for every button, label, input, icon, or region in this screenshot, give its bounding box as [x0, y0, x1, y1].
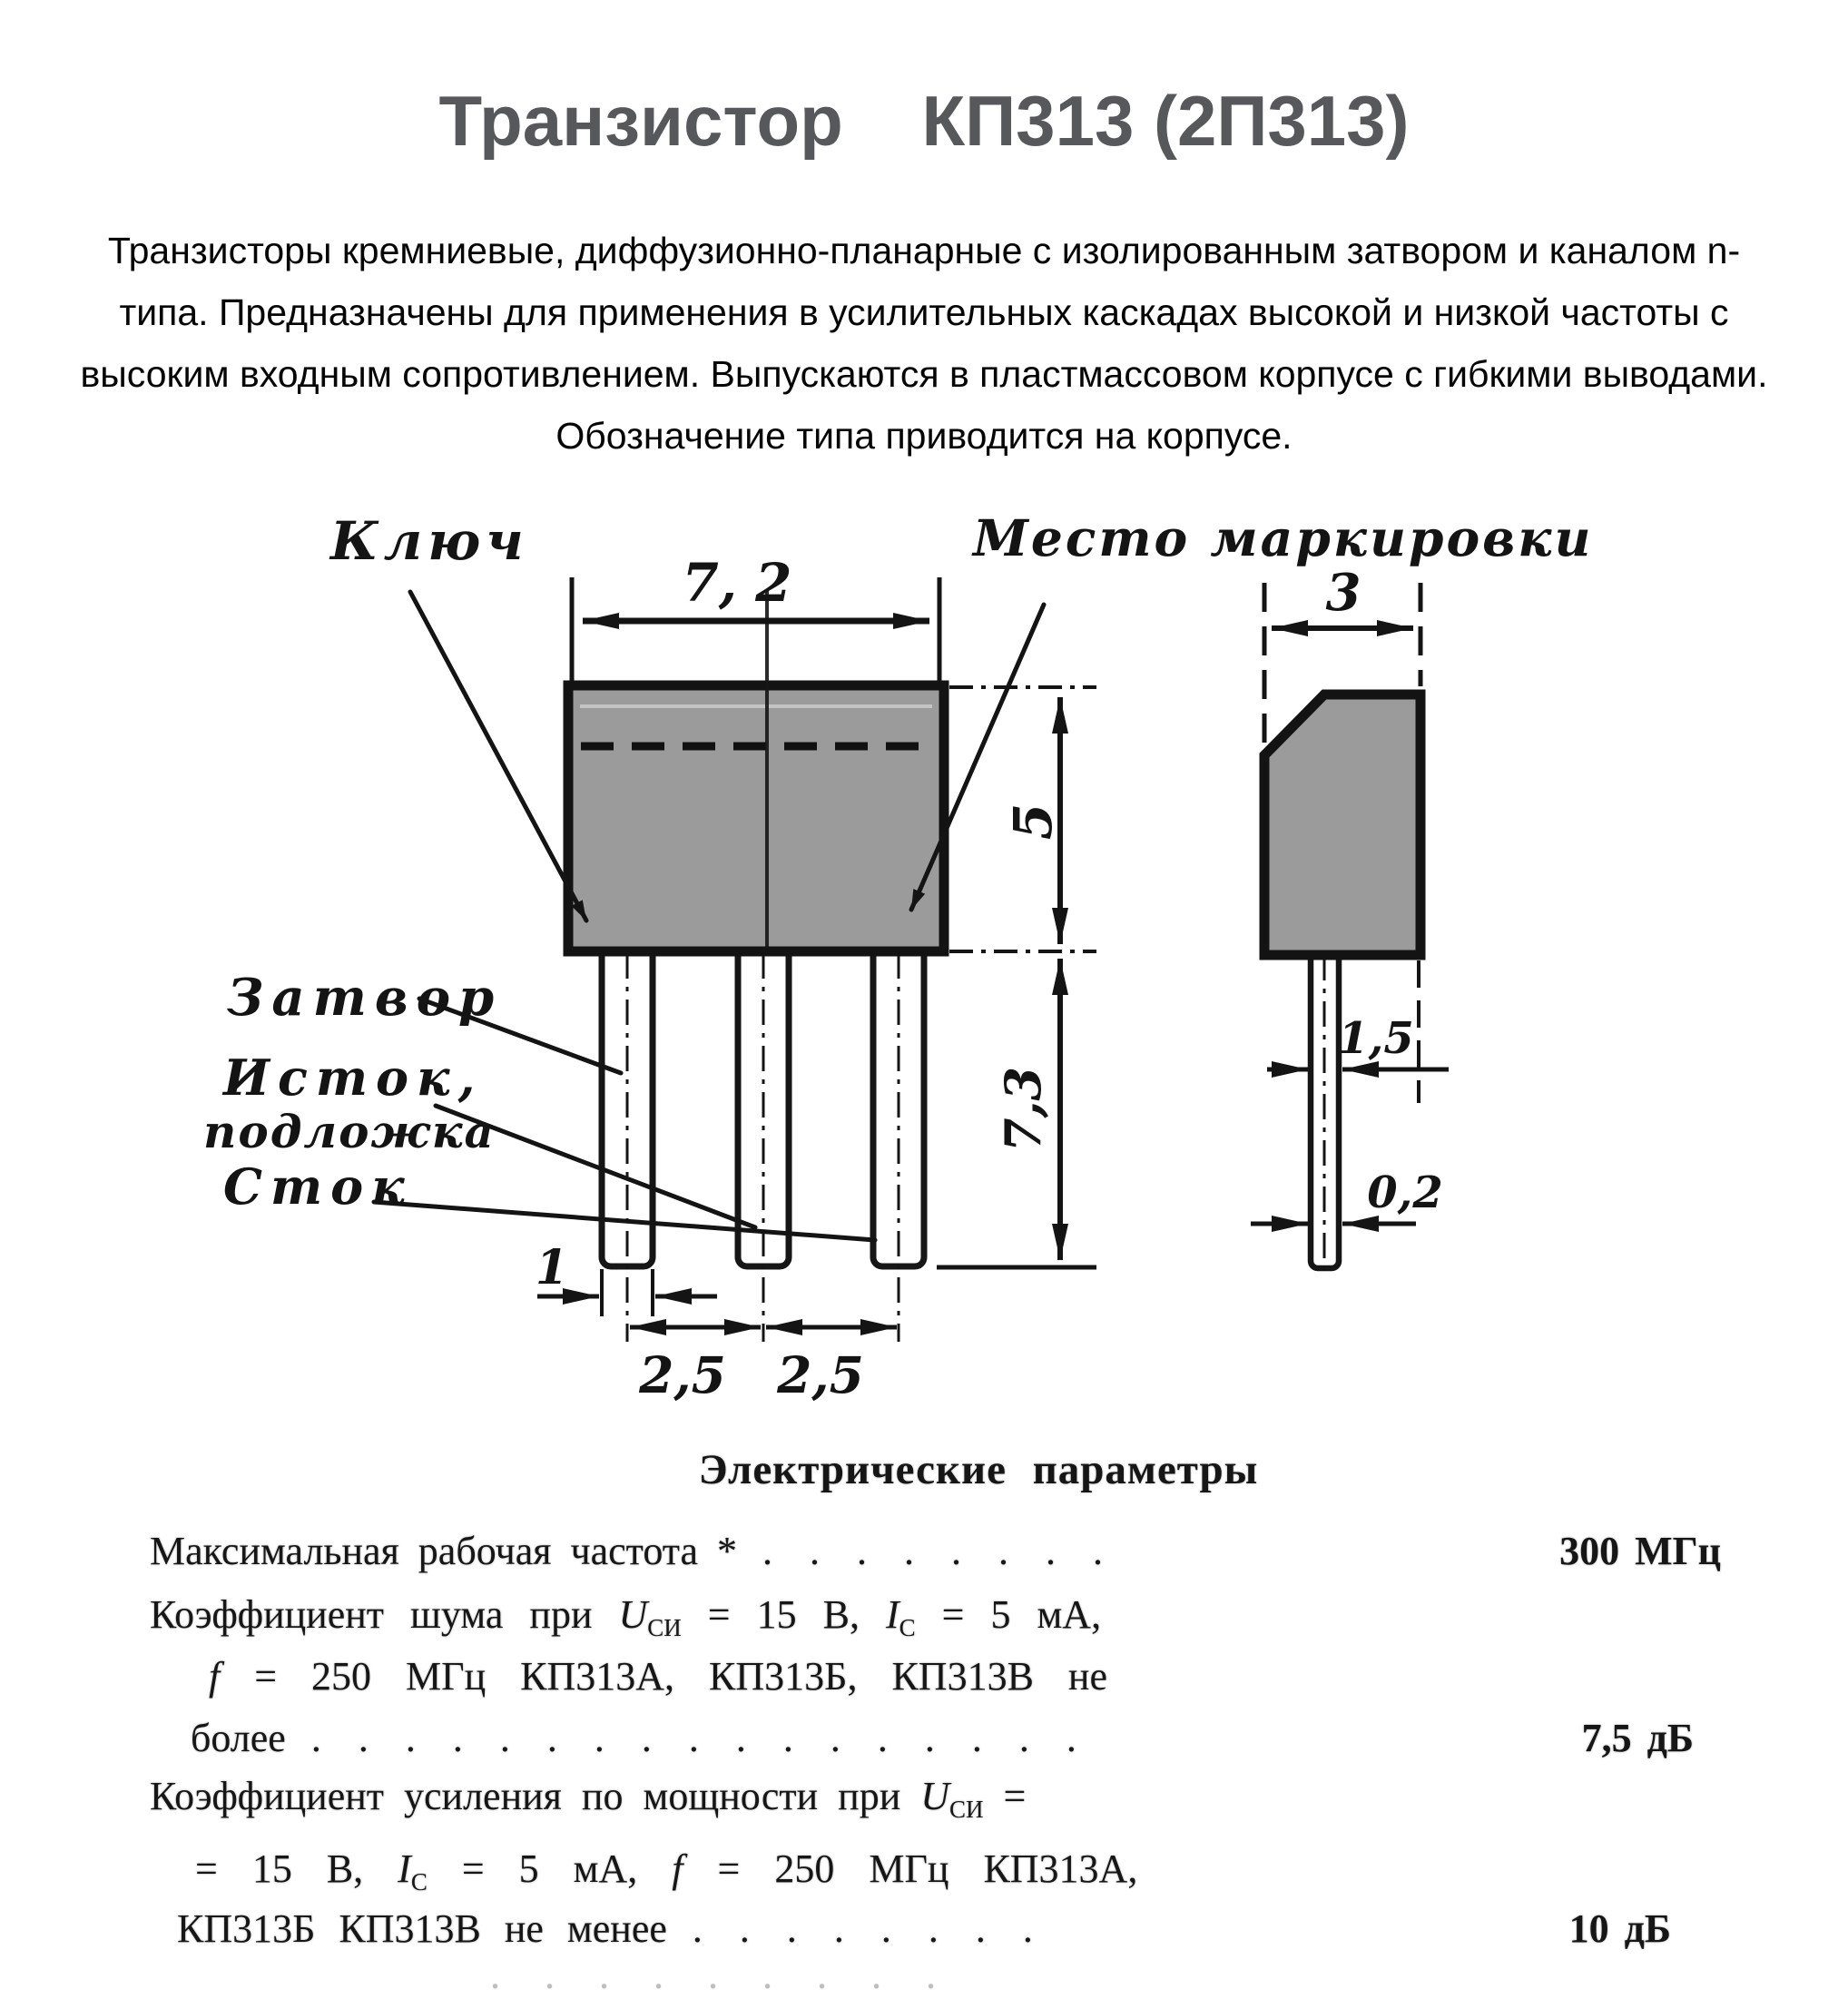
- dim-label-7-3: 7,3: [994, 1067, 1052, 1152]
- marking-label: Место маркировки: [973, 508, 1594, 567]
- intro-line: типа. Предназначены для применения в усилительных каскадах высокой и низкой частоты с: [119, 291, 1729, 333]
- param-row: [150, 1714, 1721, 1763]
- dim-label-2-5-right: 2,5: [777, 1345, 864, 1404]
- dim-label-1-5: 1,5: [1338, 1013, 1414, 1064]
- dot-leader: . . . . . . . .: [692, 1906, 1035, 1951]
- dim-lead-thickness: [1251, 1167, 1443, 1224]
- cutoff-line: . . . . . . . . .: [490, 1953, 938, 1997]
- param-text: Коэффициент шума при $U_{СИ} = 15$ В, $I_С = 5$ мА,: [150, 1592, 1102, 1641]
- param-text: более: [191, 1716, 286, 1760]
- dot-leader: . . . . . . . . . . . . . . . . .: [310, 1716, 1078, 1760]
- dim-lead-length: [937, 959, 1096, 1267]
- dim-label-5: 5: [1002, 803, 1064, 841]
- side-lead: [1311, 944, 1339, 1275]
- key-leader: [410, 592, 586, 921]
- param-text: = 15 В, $I_С = 5$ мА, f = 250 МГц КП313А,: [195, 1846, 1138, 1896]
- param-text: f = 250 МГц КП313А, КП313Б, КП313В не: [209, 1654, 1107, 1699]
- intro-line: Обозначение типа приводится на корпусе.: [555, 415, 1293, 457]
- dot-leader: [1107, 1654, 1133, 1699]
- dim-label-1: 1: [535, 1240, 569, 1295]
- param-value: 10 дБ: [1568, 1906, 1671, 1951]
- package-outline-drawing: [0, 472, 1848, 1434]
- drain-label: Сток: [223, 1157, 413, 1216]
- package-side-view: [1264, 694, 1420, 955]
- param-value: 300 МГц: [1559, 1529, 1721, 1573]
- page-title: Транзистор КП313 (2П313): [438, 81, 1410, 161]
- key-label: Ключ: [330, 510, 529, 572]
- gate-label: Затвор: [227, 968, 503, 1028]
- dim-body-height: [949, 687, 1096, 951]
- param-row: [150, 1905, 1721, 1954]
- param-row: [150, 1652, 1721, 1701]
- dim-label-2-5-left: 2,5: [639, 1345, 726, 1404]
- dot-leader: . . . . . . . .: [762, 1529, 1106, 1573]
- dim-body-width: [572, 552, 939, 681]
- dim-label-0-2: 0,2: [1367, 1167, 1443, 1218]
- param-value: 7,5 дБ: [1581, 1716, 1694, 1760]
- param-row: [150, 1845, 1721, 1906]
- source-label: Исток,: [223, 1049, 484, 1107]
- param-text: КП313Б КП313В не менее: [177, 1906, 667, 1951]
- param-row: [150, 1590, 1721, 1652]
- package-front-view: [568, 590, 944, 951]
- dim-lead-width-side: [1267, 960, 1449, 1103]
- param-text: Коэффициент усиления по мощности при $U_{СИ}$ =: [150, 1774, 1027, 1823]
- substrate-label: подложка: [203, 1105, 496, 1158]
- param-row: [150, 1527, 1721, 1576]
- dim-label-3: 3: [1325, 563, 1361, 623]
- params-heading: Электрические параметры: [698, 1446, 1259, 1493]
- dot-leader: [1137, 1846, 1163, 1891]
- intro-line: Транзисторы кремниевые, диффузионно-планарные с изолированным затвором и каналом n-: [107, 230, 1741, 271]
- param-text: Максимальная рабочая частота *: [150, 1529, 738, 1573]
- dot-leader: [1026, 1774, 1051, 1818]
- dim-label-7-2: 7, 2: [682, 552, 792, 614]
- intro-line: высоким входным сопротивлением. Выпускаются в пластмассовом корпусе с гибкими выводами.: [80, 353, 1768, 395]
- front-leads: [602, 942, 924, 1342]
- intro-paragraph: [0, 220, 1848, 467]
- param-row: [150, 1772, 1721, 1834]
- dot-leader: [1101, 1592, 1126, 1637]
